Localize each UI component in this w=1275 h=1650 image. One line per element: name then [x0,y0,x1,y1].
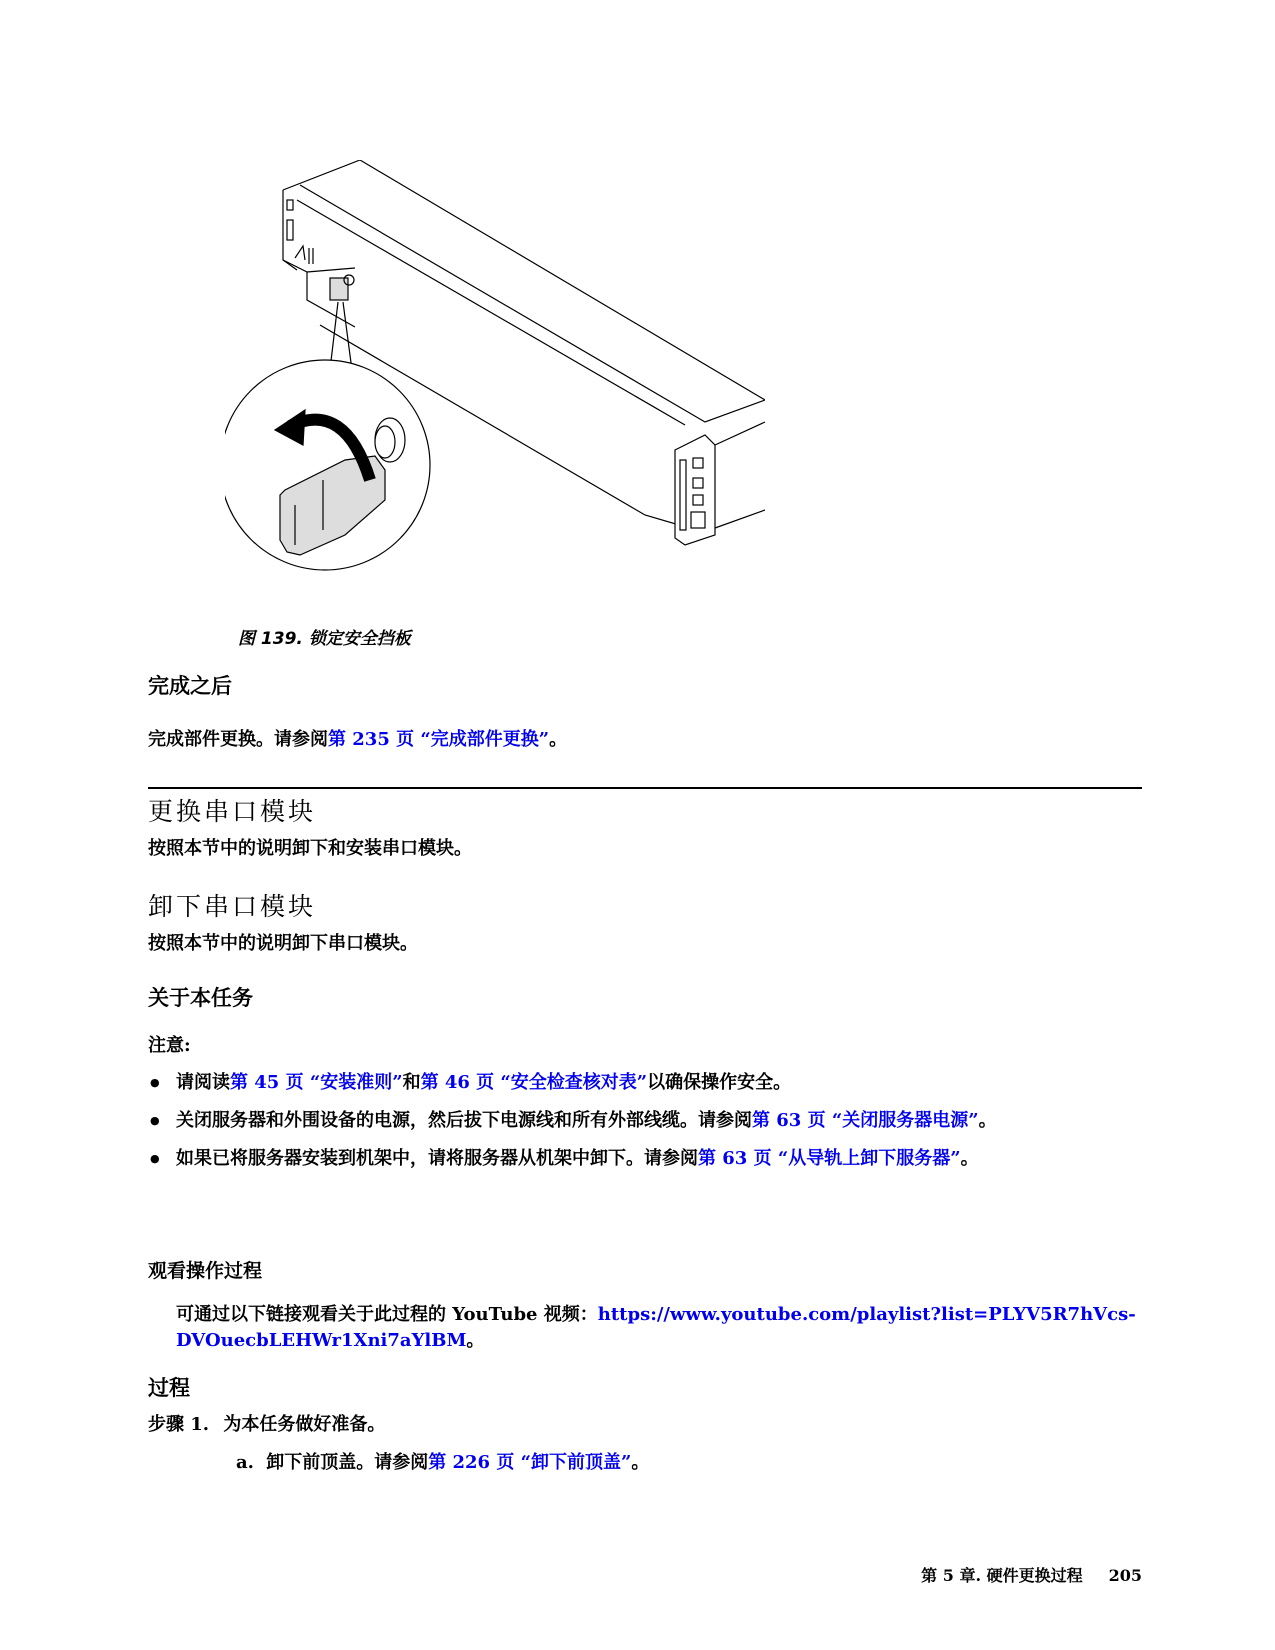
attention-label: 注意: [148,1035,191,1056]
note-item: ● 如果已将服务器安装到机架中，请将服务器从机架中卸下。请参阅第 63 页 “从导轨上卸下服务器”。 [148,1146,1142,1172]
procedure-heading: 过程 [148,1376,190,1400]
remove-front-top-cover-link[interactable]: 第 226 页 “卸下前顶盖” [428,1452,632,1473]
about-task-heading: 关于本任务 [148,986,253,1010]
step-text: 为本任务做好准备。 [223,1414,386,1435]
note-item: ● 关闭服务器和外围设备的电源，然后拔下电源线和所有外部线缆。请参阅第 63 页 “关闭服务器电源”。 [148,1108,1142,1134]
figure-caption: 图 139. 锁定安全挡板 [238,629,411,649]
watch-heading: 观看操作过程 [148,1260,263,1282]
step-label: 步骤 1. [148,1414,210,1435]
page-footer [921,1563,1142,1586]
server-lock-figure [225,160,765,600]
after-task-text: 完成部件更换。请参阅第 235 页 “完成部件更换”。 [148,729,568,750]
note-item: ● 请阅读第 45 页 “安装准则”和第 46 页 “安全检查核对表”以确保操作安全。 [148,1070,1142,1096]
substep-label: a. [236,1452,254,1473]
install-guidelines-link[interactable]: 第 45 页 “安装准则” [230,1072,403,1093]
notes-list [148,1070,1142,1184]
subsection-intro: 按照本节中的说明卸下串口模块。 [148,933,418,954]
watch-text: 可通过以下链接观看关于此过程的 YouTube 视频：https://www.youtube.com/playlist?list=PLYV5R7hVcs-DVOuecbLEHWr1Xni7aYlBM。 [176,1304,1136,1351]
step-1 [148,1412,385,1438]
after-task-heading: 完成之后 [148,674,232,698]
safety-checklist-link[interactable]: 第 46 页 “安全检查核对表” [420,1072,648,1093]
remove-server-from-rails-link[interactable]: 第 63 页 “从导轨上卸下服务器” [698,1148,961,1169]
page-number: 205 [1108,1566,1142,1585]
complete-parts-replacement-link[interactable]: 第 235 页 “完成部件更换” [328,729,550,750]
chapter-title: 第 5 章. 硬件更换过程 [921,1566,1083,1585]
substep-a: a. 卸下前顶盖。请参阅第 226 页 “卸下前顶盖”。 [236,1452,650,1473]
section-intro: 按照本节中的说明卸下和安装串口模块。 [148,838,472,859]
subsection-title: 卸下串口模块 [148,892,317,921]
youtube-playlist-link[interactable]: https://www.youtube.com/playlist?list=PLYV5R7hVcs-DVOuecbLEHWr1Xni7aYlBM [176,1304,1136,1351]
power-off-server-link[interactable]: 第 63 页 “关闭服务器电源” [752,1110,979,1131]
section-divider [148,787,1142,789]
section-title: 更换串口模块 [148,797,317,826]
